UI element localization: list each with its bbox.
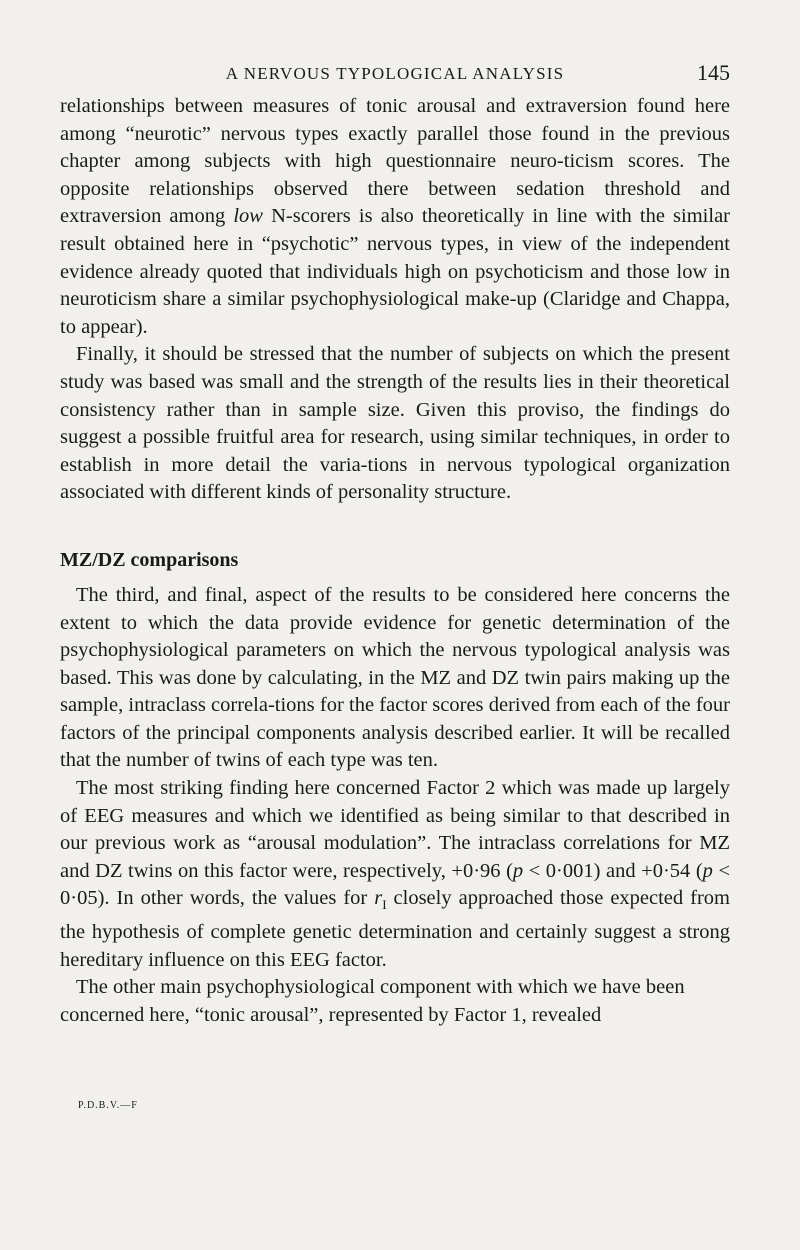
paragraph-5: The other main psychophysiological component with which we have been concerned here, “tonic arousal”, represented by Factor 1, revealed [60, 976, 685, 1026]
paragraph-4-text-b: < 0·001) and +0·54 ( [523, 859, 703, 882]
running-head [60, 60, 730, 90]
paragraph-4 [60, 775, 730, 974]
section-heading: MZ/DZ comparisons [60, 548, 239, 571]
signature-mark: P.D.B.V.—F [78, 1100, 138, 1111]
paragraph-1-text-a: relationships between measures of tonic arousal and extraversion found here among “neurotic” nervous types exactly parallel those found in the previous chapter among subjects with high questionnaire neuro-ticism scores. The opposite relationships observed there between sedation threshold and extraversion among [60, 95, 730, 228]
body-text [60, 93, 730, 1030]
p-symbol: p [702, 859, 713, 882]
paragraph-1-text-b: N-scorers is also theoretically in line with the similar result obtained here in “psychotic” nervous types, in view of the independent evidence already quoted that individuals high on psychoticism and those low in neuroticism share a similar psychophysiological make-up (Claridge and Chappa, to appear). [60, 205, 730, 338]
paragraph-4-text-c: < 0·05). In other words, the values for [60, 859, 731, 910]
p-symbol: p [512, 859, 524, 882]
paragraph-2: Finally, it should be stressed that the number of subjects on which the present study was based was small and the strength of the results lies in their theoretical consistency rather than in sample size. Given this proviso, the findings do suggest a possible fruitful area for research, using similar techniques, in order to establish in more detail the varia-tions in nervous typological organization associated with different kinds of personality structure. [60, 343, 730, 504]
paragraph-3: The third, and final, aspect of the results to be considered here concerns the extent to which the data provide evidence for genetic determination of the psychophysiological parameters on which the nervous typological analysis was based. This was done by calculating, in the MZ and DZ twin pairs making up the sample, intraclass correla-tions for the factor scores derived from each of the four factors of the principal components analysis described earlier. It will be recalled that the number of twins of each type was ten. [60, 583, 730, 772]
running-title: A NERVOUS TYPOLOGICAL ANALYSIS [225, 64, 565, 83]
paragraph-1 [60, 93, 730, 341]
page-number: 145 [697, 60, 730, 85]
r-subscript: I [382, 897, 387, 913]
paragraph-4-text-d: closely approached those expected from the hypothesis of complete genetic determination and certainly suggest a strong hereditary influence on this EEG factor. [60, 887, 730, 971]
r-symbol: r [374, 887, 383, 910]
paragraph-4-text-a: The most striking finding here concerned Factor 2 which was made up largely of EEG measures and which we identified as being similar to that described in our previous work as “arousal modulation”. The intraclass correlations for MZ and DZ twins on this factor were, respectively, +0·96 ( [60, 777, 730, 882]
paragraph-1-emphasis: low [233, 205, 263, 228]
